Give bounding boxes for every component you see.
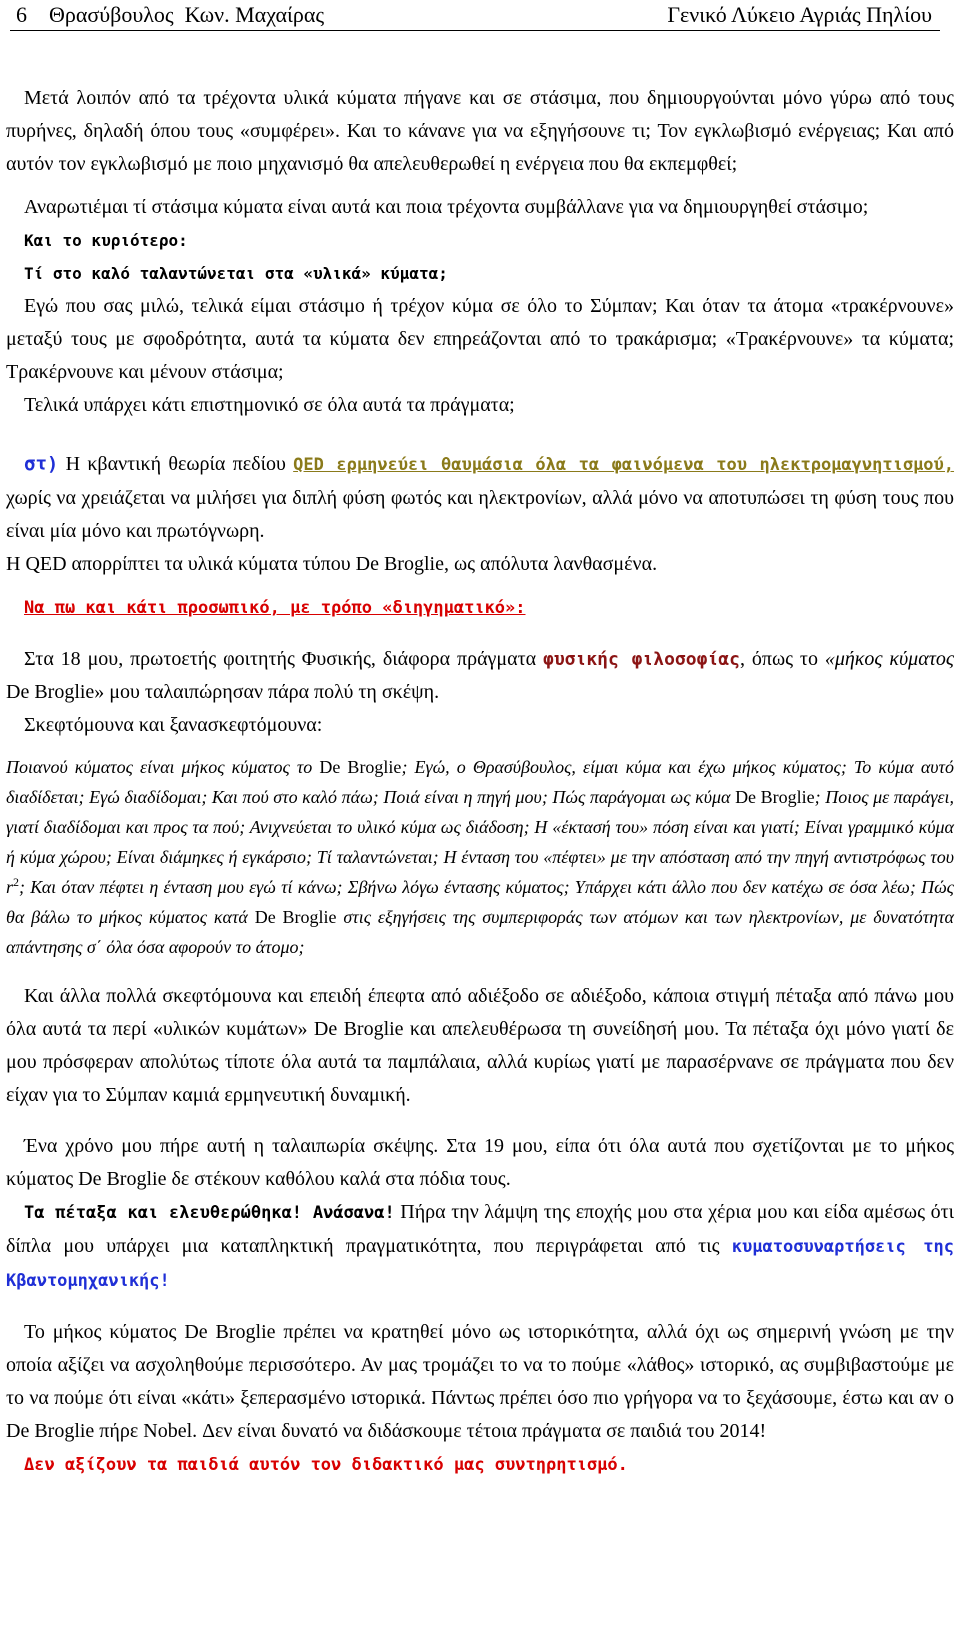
- section-tag: στ): [24, 453, 59, 475]
- personal-heading: Να πω και κάτι προσωπικό, με τρόπο «διηγηματικό»:: [24, 598, 526, 618]
- paragraph-9: Ένα χρόνο μου πήρε αυτή η ταλαιπωρία σκέψης. Στα 19 μου, είπα ότι όλα αυτά που σχετίζονται με το μήκος κύματος De Broglie δε στέκουν καθόλου καλά στα πόδια τους.: [6, 1135, 954, 1190]
- italic-questions: Ποιανού κύματος είναι μήκος κύματος το De Broglie; Εγώ, ο Θρασύβουλος, είμαι κύμα και έχω μήκος κύματος; Το κύμα αυτό διαδίδεται; Εγώ διαδίδομαι; Και πού στο καλό πάω; Ποιά είναι η πηγή μου; Πώς παράγομαι ως κύμα De Broglie; Ποιος με παράγει, γιατί διαδίδομαι και προς τα πού; Ανιχνεύεται το υλικό κύμα ως διάδοση; Η «έκτασή του» πόση είναι και γιατί; Είναι γραμμικό κύμα ή κύμα χώρου; Είναι διάμηκες ή εγκάρσιο; Τί ταλαντώνεται; Η ένταση του «πέφτει» με την απόσταση από την πηγή αντιστρόφως του $r^2$; Και όταν πέφτει η ένταση μου εγώ τί κάνω; Σβήνω λόγω έντασης κύματος; Υπάρχει κάτι άλλο που δεν κατέχω σε όσα λέω; Πώς θα βάλω το μήκος κύματος κατά De Broglie στις εξηγήσεις της συμπεριφοράς των ατόμων και των ηλεκτρονίων, με δυνατότητα απάντησης σ΄ όλα όσα αφορούν το άτομο;: [6, 757, 955, 957]
- page-header: [10, 0, 940, 31]
- paragraph-6: Στα 18 μου, πρωτοετής φοιτητής Φυσικής, διάφορα πράγματα φυσικής φιλοσοφίας, όπως το «μήκος κύματος De Broglie» μου ταλαιπώρησαν πάρα πολύ τη σκέψη.: [6, 648, 954, 703]
- header-left: 6 Θρασύβουλος Κων. Μαχαίρας: [16, 2, 325, 27]
- paragraph-11: Το μήκος κύματος De Broglie πρέπει να κρατηθεί μόνο ως ιστορικότητα, αλλά όχι ως σημερινή γνώση με την οποία αξίζει να ασχοληθούμε περισσότερο. Αν μας τρομάζει το να το πούμε «λάθος» ιστορικό, ας συμβιβαστούμε με το να πούμε ότι είναι «κάτι» ξεπερασμένο ιστορικά. Πάντως πρέπει όσο πιο γρήγορα να το ξεχάσουμε, έστω και αν ο De Broglie πήρε Nobel. Δεν είναι δυνατό να διδάσκουμε τέτοια πράγματα σε παιδιά του 2014!: [6, 1321, 954, 1442]
- paragraph-10: Τα πέταξα και ελευθερώθηκα! Ανάσανα! Πήρα την λάμψη της εποχής μου στα χέρια μου και είδα αμέσως ότι δίπλα μου υπάρχει μια καταπληκτική πραγματικότητα, που περιγράφεται από τις κυματοσυναρτήσεις της Κβαντομηχανικής!: [6, 1201, 954, 1291]
- final-statement: Δεν αξίζουν τα παιδιά αυτόν τον διδακτικό μας συντηρητισμό.: [24, 1455, 628, 1475]
- paragraph-5: Η QED απορρίπτει τα υλικά κύματα τύπου De Broglie, ως απόλυτα λανθασμένα.: [6, 553, 658, 575]
- paragraph-8: Και άλλα πολλά σκεφτόμουνα και επειδή έπεφτα από αδιέξοδο σε αδιέξοδο, κάποια στιγμή πέταξα από πάνω μου όλα αυτά τα περί «υλικών κυμάτων» De Broglie και απελευθέρωσα τη συνείδησή μου. Τα πέταξα όχι μόνο γιατί δε μου πρόσφεραν απολύτως τίποτε όλα αυτά τα παμπάλαια, αλλά κυρίως γιατί με παρασέρνανε σε πράγματα που δεν είχαν για το Σύμπαν καμιά ερμηνευτική δυναμική.: [6, 985, 954, 1106]
- bold-line-2: Τί στο καλό ταλαντώνεται στα «υλικά» κύματα;: [24, 264, 448, 283]
- freed-statement: Τα πέταξα και ελευθερώθηκα! Ανάσανα!: [24, 1203, 395, 1223]
- physics-philosophy: φυσικής φιλοσοφίας: [543, 649, 740, 670]
- document-body: [6, 82, 954, 1482]
- qed-highlight: QED ερμηνεύει θαυμάσια όλα τα φαινόμενα του ηλεκτρομαγνητισμού,: [293, 455, 955, 475]
- paragraph-2: Αναρωτιέμαι τί στάσιμα κύματα είναι αυτά και ποια τρέχοντα συμβάλλανε για να δημιουργηθεί στάσιμο;: [24, 196, 869, 218]
- paragraph-4: Τελικά υπάρχει κάτι επιστημονικό σε όλα αυτά τα πράγματα;: [24, 394, 515, 416]
- wavefunctions-highlight: κυματοσυναρτήσεις της Κβαντομηχανικής!: [6, 1237, 954, 1291]
- bold-line-1: Και το κυριότερο:: [24, 231, 188, 250]
- header-right: Γενικό Λύκειο Αγριάς Πηλίου: [667, 2, 932, 27]
- paragraph-7: Σκεφτόμουνα και ξανασκεφτόμουνα:: [24, 714, 323, 736]
- section-st: στ) Η κβαντική θεωρία πεδίου QED ερμηνεύει θαυμάσια όλα τα φαινόμενα του ηλεκτρομαγνητισμού, χωρίς να χρειάζεται να μιλήσει για διπλή φύση φωτός και ηλεκτρονίων, αλλά μόνο να αποτυπώσει τη φύση τους που είναι μία μόνο και πρωτόγνωρη.: [6, 453, 955, 542]
- paragraph-1: Μετά λοιπόν από τα τρέχοντα υλικά κύματα πήγανε και σε στάσιμα, που δημιουργούνται μόνο γύρω από τους πυρήνες, δηλαδή όπου τους «συμφέρει». Και το κάνανε για να εξηγήσουνε τι; Τον εγκλωβισμό ενέργειας; Και από αυτόν τον εγκλωβισμό με ποιο μηχανισμό θα απελευθερωθεί η ενέργεια που θα εκπεμφθεί;: [6, 87, 954, 175]
- paragraph-3: Εγώ που σας μιλώ, τελικά είμαι στάσιμο ή τρέχον κύμα σε όλο το Σύμπαν; Και όταν τα άτομα «τρακέρνουνε» μεταξύ τους με σφοδρότητα, αυτά τα κύματα δεν επηρεάζονται από το τρακάρισμα; «Τρακέρνουνε» τα κύματα; Τρακέρνουνε και μένουν στάσιμα;: [6, 295, 954, 383]
